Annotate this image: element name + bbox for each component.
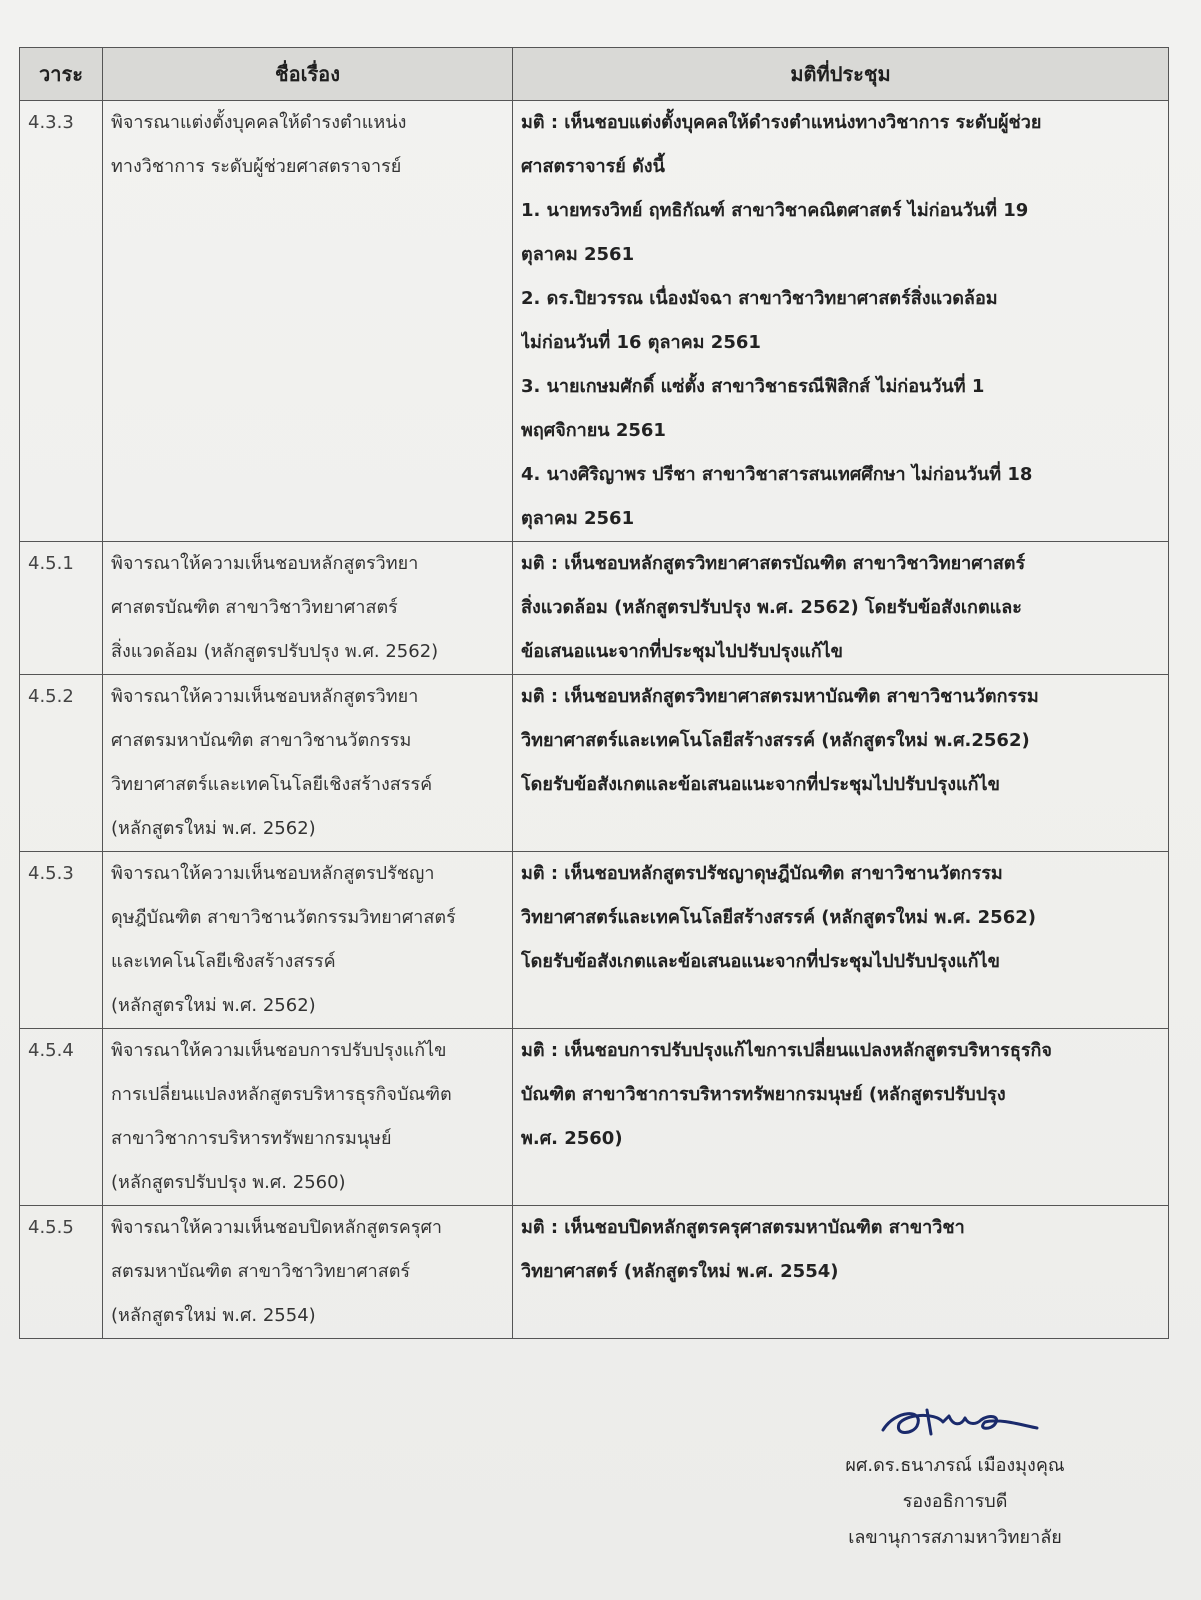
- subject-line: (หลักสูตรใหม่ พ.ศ. 2562): [111, 995, 316, 1016]
- subject-cell: [103, 1029, 513, 1206]
- subject-line: พิจารณาให้ความเห็นชอบปิดหลักสูตรครุศา: [111, 1217, 443, 1238]
- resolution-cell: [513, 1029, 1169, 1206]
- subject-line: ศาสตรบัณฑิต สาขาวิชาวิทยาศาสตร์: [111, 597, 398, 618]
- resolution-line: พฤศจิกายน 2561: [521, 420, 666, 441]
- resolution-line: 4. นางศิริญาพร ปรีชา สาขาวิชาสารสนเทศศึกษา ไม่ก่อนวันที่ 18: [521, 464, 1033, 485]
- subject-line: สาขาวิชาการบริหารทรัพยากรมนุษย์: [111, 1128, 392, 1149]
- resolution-line: วิทยาศาสตร์และเทคโนโลยีสร้างสรรค์ (หลักสูตรใหม่ พ.ศ.2562): [521, 730, 1030, 751]
- subject-line: ทางวิชาการ ระดับผู้ช่วยศาสตราจารย์: [111, 156, 402, 177]
- header-agenda: วาระ: [20, 48, 103, 101]
- resolution-cell: [513, 1206, 1169, 1339]
- resolution-line: วิทยาศาสตร์และเทคโนโลยีสร้างสรรค์ (หลักสูตรใหม่ พ.ศ. 2562): [521, 907, 1036, 928]
- table-row: [20, 852, 1169, 1029]
- signatory-role: เลขานุการสภามหาวิทยาลัย: [848, 1527, 1062, 1548]
- table-header-row: [20, 48, 1169, 101]
- minutes-table: [19, 47, 1169, 1339]
- subject-line: พิจารณาให้ความเห็นชอบการปรับปรุงแก้ไข: [111, 1040, 447, 1061]
- subject-line: พิจารณาแต่งตั้งบุคคลให้ดำรงตำแหน่ง: [111, 112, 407, 133]
- resolution-line: มติ : เห็นชอบหลักสูตรปรัชญาดุษฎีบัณฑิต สาขาวิชานวัตกรรม: [521, 863, 1003, 884]
- resolution-line: มติ : เห็นชอบหลักสูตรวิทยาศาสตรบัณฑิต สาขาวิชาวิทยาศาสตร์: [521, 553, 1026, 574]
- signatory-position: รองอธิการบดี: [902, 1491, 1008, 1512]
- subject-line: (หลักสูตรใหม่ พ.ศ. 2562): [111, 818, 316, 839]
- table-row: [20, 1206, 1169, 1339]
- table-body: [20, 101, 1169, 1339]
- subject-cell: [103, 542, 513, 675]
- table-row: [20, 1029, 1169, 1206]
- subject-line: สิ่งแวดล้อม (หลักสูตรปรับปรุง พ.ศ. 2562): [111, 641, 439, 662]
- resolution-line: 2. ดร.ปิยวรรณ เนื่องมัจฉา สาขาวิชาวิทยาศาสตร์สิ่งแวดล้อม: [521, 288, 998, 309]
- resolution-line: ข้อเสนอแนะจากที่ประชุมไปปรับปรุงแก้ไข: [521, 641, 843, 662]
- signatory-name: ผศ.ดร.ธนาภรณ์ เมืองมุงคุณ: [845, 1455, 1065, 1476]
- resolution-line: ตุลาคม 2561: [521, 508, 635, 529]
- resolution-line: ศาสตราจารย์ ดังนี้: [521, 156, 665, 177]
- header-subject: ชื่อเรื่อง: [103, 48, 513, 101]
- table-row: [20, 675, 1169, 852]
- resolution-line: มติ : เห็นชอบการปรับปรุงแก้ไขการเปลี่ยนแปลงหลักสูตรบริหารธุรกิจ: [521, 1040, 1052, 1061]
- resolution-line: มติ : เห็นชอบแต่งตั้งบุคคลให้ดำรงตำแหน่งทางวิชาการ ระดับผู้ช่วย: [521, 112, 1042, 133]
- agenda-number: 4.5.3: [20, 852, 103, 1029]
- agenda-number: 4.5.2: [20, 675, 103, 852]
- resolution-cell: [513, 542, 1169, 675]
- subject-line: สตรมหาบัณฑิต สาขาวิชาวิทยาศาสตร์: [111, 1261, 411, 1282]
- subject-line: ศาสตรมหาบัณฑิต สาขาวิชานวัตกรรม: [111, 730, 412, 751]
- agenda-number: 4.5.1: [20, 542, 103, 675]
- resolution-line: บัณฑิต สาขาวิชาการบริหารทรัพยากรมนุษย์ (หลักสูตรปรับปรุง: [521, 1084, 1006, 1105]
- subject-line: (หลักสูตรปรับปรุง พ.ศ. 2560): [111, 1172, 346, 1193]
- agenda-number: 4.5.4: [20, 1029, 103, 1206]
- table-row: [20, 542, 1169, 675]
- agenda-number: 4.3.3: [20, 101, 103, 542]
- subject-cell: [103, 852, 513, 1029]
- subject-line: พิจารณาให้ความเห็นชอบหลักสูตรวิทยา: [111, 686, 419, 707]
- resolution-line: 1. นายทรงวิทย์ ฤทธิกัณฑ์ สาขาวิชาคณิตศาสตร์ ไม่ก่อนวันที่ 19: [521, 200, 1029, 221]
- resolution-line: มติ : เห็นชอบปิดหลักสูตรครุศาสตรมหาบัณฑิต สาขาวิชา: [521, 1217, 965, 1238]
- resolution-line: 3. นายเกษมศักดิ์ แซ่ตั้ง สาขาวิชาธรณีฟิสิกส์ ไม่ก่อนวันที่ 1: [521, 376, 985, 397]
- subject-cell: [103, 675, 513, 852]
- subject-cell: [103, 1206, 513, 1339]
- subject-cell: [103, 101, 513, 542]
- resolution-line: ไม่ก่อนวันที่ 16 ตุลาคม 2561: [521, 332, 761, 353]
- subject-line: พิจารณาให้ความเห็นชอบหลักสูตรปรัชญา: [111, 863, 435, 884]
- subject-line: พิจารณาให้ความเห็นชอบหลักสูตรวิทยา: [111, 553, 419, 574]
- subject-line: และเทคโนโลยีเชิงสร้างสรรค์: [111, 951, 336, 972]
- resolution-line: โดยรับข้อสังเกตและข้อเสนอแนะจากที่ประชุมไปปรับปรุงแก้ไข: [521, 951, 1000, 972]
- resolution-line: มติ : เห็นชอบหลักสูตรวิทยาศาสตรมหาบัณฑิต สาขาวิชานวัตกรรม: [521, 686, 1039, 707]
- resolution-line: วิทยาศาสตร์ (หลักสูตรใหม่ พ.ศ. 2554): [521, 1261, 839, 1282]
- handwritten-signature: [865, 1400, 1045, 1444]
- resolution-cell: [513, 852, 1169, 1029]
- subject-line: การเปลี่ยนแปลงหลักสูตรบริหารธุรกิจบัณฑิต: [111, 1084, 452, 1105]
- resolution-line: พ.ศ. 2560): [521, 1128, 623, 1149]
- subject-line: ดุษฎีบัณฑิต สาขาวิชานวัตกรรมวิทยาศาสตร์: [111, 907, 456, 928]
- header-resolution: มติที่ประชุม: [513, 48, 1169, 101]
- resolution-line: สิ่งแวดล้อม (หลักสูตรปรับปรุง พ.ศ. 2562) โดยรับข้อสังเกตและ: [521, 597, 1022, 618]
- subject-line: (หลักสูตรใหม่ พ.ศ. 2554): [111, 1305, 316, 1326]
- resolution-cell: [513, 675, 1169, 852]
- resolution-cell: [513, 101, 1169, 542]
- agenda-number: 4.5.5: [20, 1206, 103, 1339]
- resolution-line: โดยรับข้อสังเกตและข้อเสนอแนะจากที่ประชุมไปปรับปรุงแก้ไข: [521, 774, 1000, 795]
- resolution-line: ตุลาคม 2561: [521, 244, 635, 265]
- subject-line: วิทยาศาสตร์และเทคโนโลยีเชิงสร้างสรรค์: [111, 774, 433, 795]
- table-row: [20, 101, 1169, 542]
- signature-block: [790, 1400, 1120, 1556]
